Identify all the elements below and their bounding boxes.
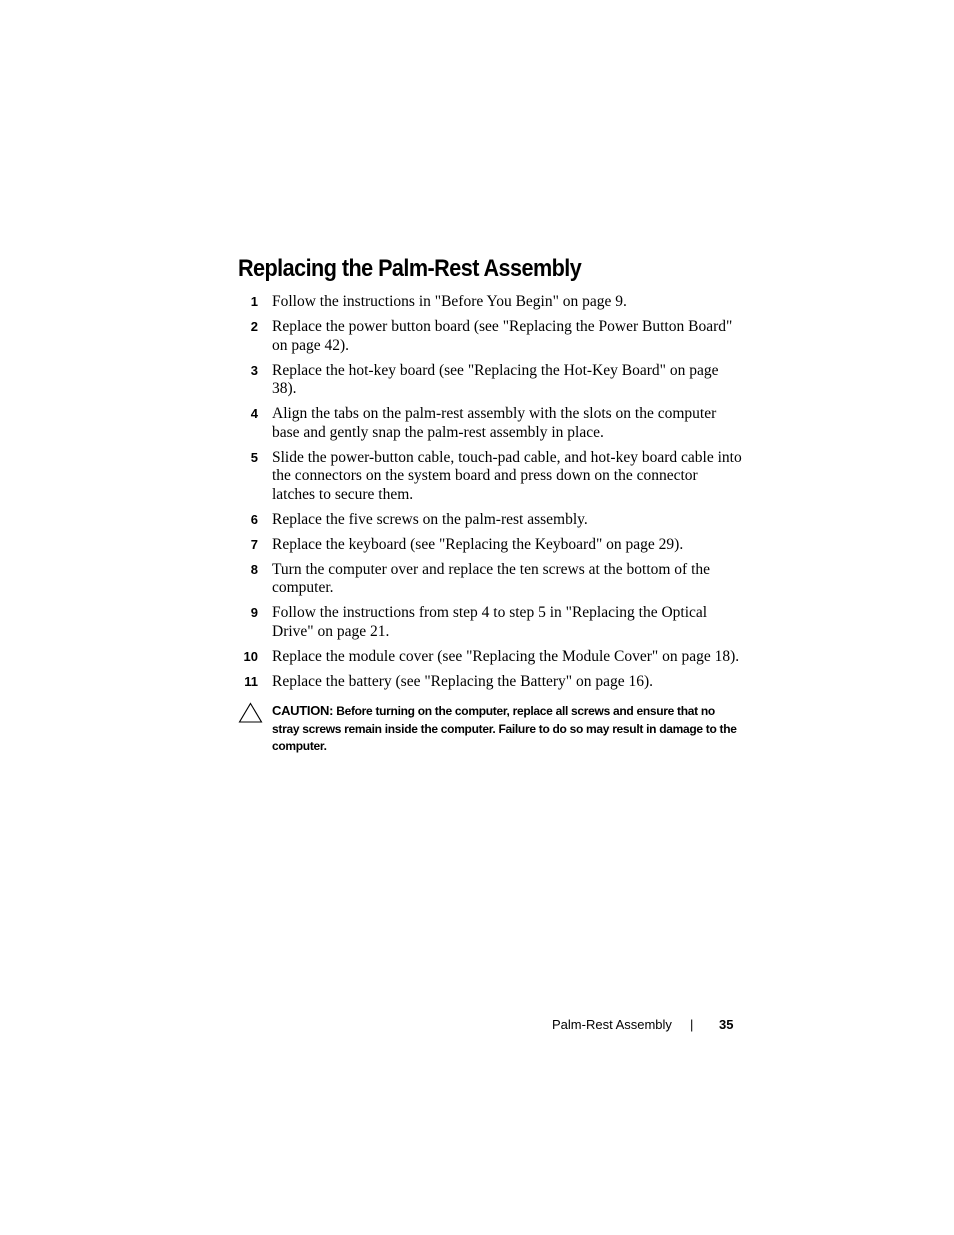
step-text: Slide the power-button cable, touch-pad cable, and hot-key board cable into the connectors on the system board and press down on the connector latches to secure them.	[272, 448, 742, 503]
page-number: 35	[719, 1017, 734, 1032]
step-number: 5	[250, 449, 258, 465]
caution-note	[238, 702, 743, 756]
list-item	[238, 293, 743, 312]
list-item	[238, 449, 743, 505]
footer-section-title: Palm-Rest Assembly	[552, 1017, 672, 1032]
step-number: 4	[250, 406, 258, 421]
step-text: Replace the hot-key board (see "Replacing the Hot-Key Board" on page 38).	[272, 361, 719, 397]
step-text: Follow the instructions in "Before You Begin" on page 9.	[272, 293, 627, 310]
step-text: Replace the power button board (see "Replacing the Power Button Board" on page 42).	[272, 318, 733, 354]
step-text: Replace the battery (see "Replacing the Battery" on page 16).	[272, 672, 654, 690]
step-number: 11	[244, 673, 258, 689]
step-text: Follow the instructions from step 4 to step 5 in "Replacing the Optical Drive" on page 21.	[272, 604, 708, 640]
step-number: 9	[250, 605, 258, 620]
steps-list	[238, 293, 743, 698]
caution-text	[272, 702, 743, 756]
page-footer	[552, 1016, 736, 1034]
step-text: Replace the module cover (see "Replacing the Module Cover" on page 18).	[272, 647, 740, 665]
caution-body: Before turning on the computer, replace all screws and ensure that no stray screws remain inside the computer. Failure to do so may result in damage to the computer.	[272, 704, 737, 753]
step-number: 2	[250, 319, 258, 334]
list-item	[238, 318, 743, 355]
list-item	[238, 561, 743, 598]
step-text: Align the tabs on the palm-rest assembly with the slots on the computer base and gently snap the palm-rest assembly in place.	[272, 405, 717, 441]
list-item	[238, 604, 743, 641]
step-number: 6	[250, 511, 258, 527]
list-item	[238, 405, 743, 442]
step-number: 7	[250, 536, 258, 552]
caution-triangle-icon	[238, 702, 263, 728]
page-title: Replacing the Palm-Rest Assembly	[238, 255, 582, 282]
footer-separator: |	[690, 1017, 694, 1032]
step-text: Replace the keyboard (see "Replacing the Keyboard" on page 29).	[272, 535, 684, 553]
list-item	[238, 362, 743, 399]
list-item	[238, 648, 743, 667]
list-item	[238, 673, 743, 692]
list-item	[238, 536, 743, 555]
step-text: Replace the five screws on the palm-rest assembly.	[272, 510, 588, 528]
step-number: 3	[250, 362, 258, 378]
step-number: 8	[250, 561, 258, 577]
caution-label: CAUTION:	[272, 703, 334, 718]
step-text: Turn the computer over and replace the ten screws at the bottom of the computer.	[272, 560, 711, 596]
step-number: 1	[250, 294, 258, 309]
list-item	[238, 511, 743, 530]
step-number: 10	[243, 648, 258, 664]
